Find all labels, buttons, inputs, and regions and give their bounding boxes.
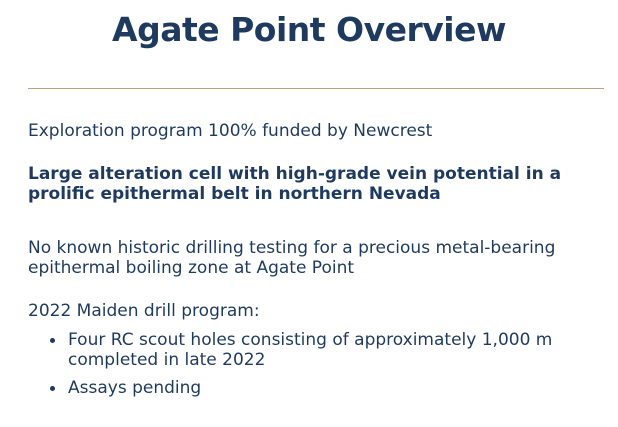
page-title: Agate Point Overview bbox=[112, 10, 506, 49]
bullet-icon bbox=[50, 338, 55, 343]
highlight-text: Large alteration cell with high-grade vein potential in a prolific epithermal belt in northern Nevada bbox=[28, 164, 562, 204]
funding-text: Exploration program 100% funded by Newcrest bbox=[28, 121, 433, 141]
list-item bbox=[28, 378, 588, 398]
divider bbox=[28, 88, 604, 89]
program-heading: 2022 Maiden drill program: bbox=[28, 301, 260, 321]
bullet-text: Four RC scout holes consisting of approximately 1,000 m completed in late 2022 bbox=[68, 330, 553, 370]
bullet-icon bbox=[50, 386, 55, 391]
bullet-text: Assays pending bbox=[68, 378, 202, 398]
program-bullet-list bbox=[28, 330, 588, 406]
list-item bbox=[28, 330, 588, 370]
drilling-history-text: No known historic drilling testing for a precious metal-bearing epithermal boiling zone at Agate Point bbox=[28, 238, 556, 278]
